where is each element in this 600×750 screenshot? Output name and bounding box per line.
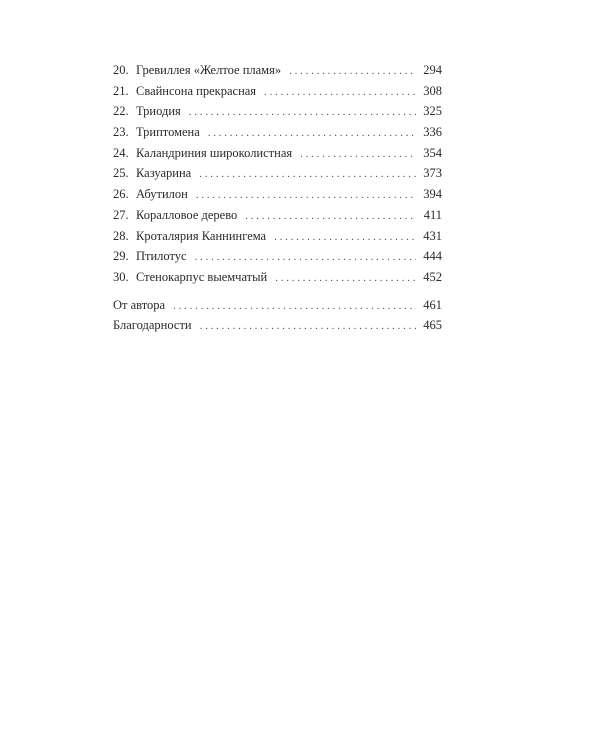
chapter-number: 27. — [113, 207, 129, 222]
chapter-title: Стенокарпус выемчатый — [136, 269, 268, 284]
chapter-title: Птилотус — [136, 249, 187, 264]
page-number: 411 — [423, 207, 442, 222]
chapter-title: Каландриния широколистная — [136, 145, 293, 160]
page-number: 294 — [423, 63, 442, 77]
toc-entry-21[interactable] — [113, 81, 442, 102]
dot-leader — [289, 61, 416, 82]
dot-leader — [196, 185, 416, 206]
chapter-title: Казуарина — [136, 166, 192, 181]
toc-entry-23[interactable] — [113, 122, 442, 143]
section-spacer — [113, 288, 442, 295]
page-number: 465 — [423, 318, 442, 333]
toc-entry-27[interactable] — [113, 205, 442, 226]
chapter-number: 21. — [113, 83, 129, 98]
dot-leader — [200, 316, 416, 337]
page-number: 373 — [423, 166, 442, 181]
table-of-contents — [113, 60, 442, 336]
dot-leader — [300, 144, 416, 165]
dot-leader — [199, 164, 416, 185]
toc-entry-acknowledgements[interactable] — [113, 315, 442, 336]
toc-entry-24[interactable] — [113, 143, 442, 164]
chapter-title: Коралловое дерево — [136, 207, 238, 222]
page-number: 444 — [423, 249, 442, 264]
page-number: 452 — [423, 269, 442, 284]
dot-leader — [189, 102, 416, 123]
page-number: 308 — [423, 83, 442, 98]
dot-leader — [264, 82, 416, 103]
chapter-title: Триодия — [136, 104, 181, 119]
chapter-number: 28. — [113, 228, 129, 243]
chapter-title: Абутилон — [136, 187, 188, 202]
back-matter-title: Благодарности — [113, 318, 192, 333]
chapter-title: Триптомена — [136, 125, 200, 140]
chapter-number: 30. — [113, 269, 129, 284]
chapter-title: Свайнсона прекрасная — [136, 83, 257, 98]
chapter-title: Кроталярия Каннингема — [136, 228, 267, 243]
page-number: 461 — [423, 297, 442, 312]
toc-entry-20[interactable] — [113, 60, 442, 81]
toc-entry-28[interactable] — [113, 226, 442, 247]
dot-leader — [173, 296, 416, 317]
dot-leader — [275, 268, 416, 289]
page-number: 394 — [423, 187, 442, 202]
dot-leader — [274, 227, 416, 248]
chapter-number: 22. — [113, 104, 129, 119]
toc-entry-author-note[interactable] — [113, 295, 442, 316]
dot-leader — [208, 123, 416, 144]
dot-leader — [195, 247, 416, 268]
page-number: 325 — [423, 104, 442, 119]
page-number: 431 — [423, 228, 442, 243]
chapter-number: 23. — [113, 125, 129, 140]
toc-entry-25[interactable] — [113, 163, 442, 184]
page-number: 354 — [423, 145, 442, 160]
chapter-number: 26. — [113, 187, 129, 202]
chapter-number: 25. — [113, 166, 129, 181]
chapter-number: 29. — [113, 249, 129, 264]
chapter-number: 20. — [113, 63, 129, 77]
toc-entry-30[interactable] — [113, 267, 442, 288]
toc-entry-26[interactable] — [113, 184, 442, 205]
page-number: 336 — [423, 125, 442, 140]
chapter-number: 24. — [113, 145, 129, 160]
toc-entry-22[interactable] — [113, 101, 442, 122]
toc-entry-29[interactable] — [113, 246, 442, 267]
chapter-title: Гревиллея «Желтое пламя» — [136, 63, 282, 77]
back-matter-title: От автора — [113, 297, 166, 312]
dot-leader — [245, 206, 416, 227]
